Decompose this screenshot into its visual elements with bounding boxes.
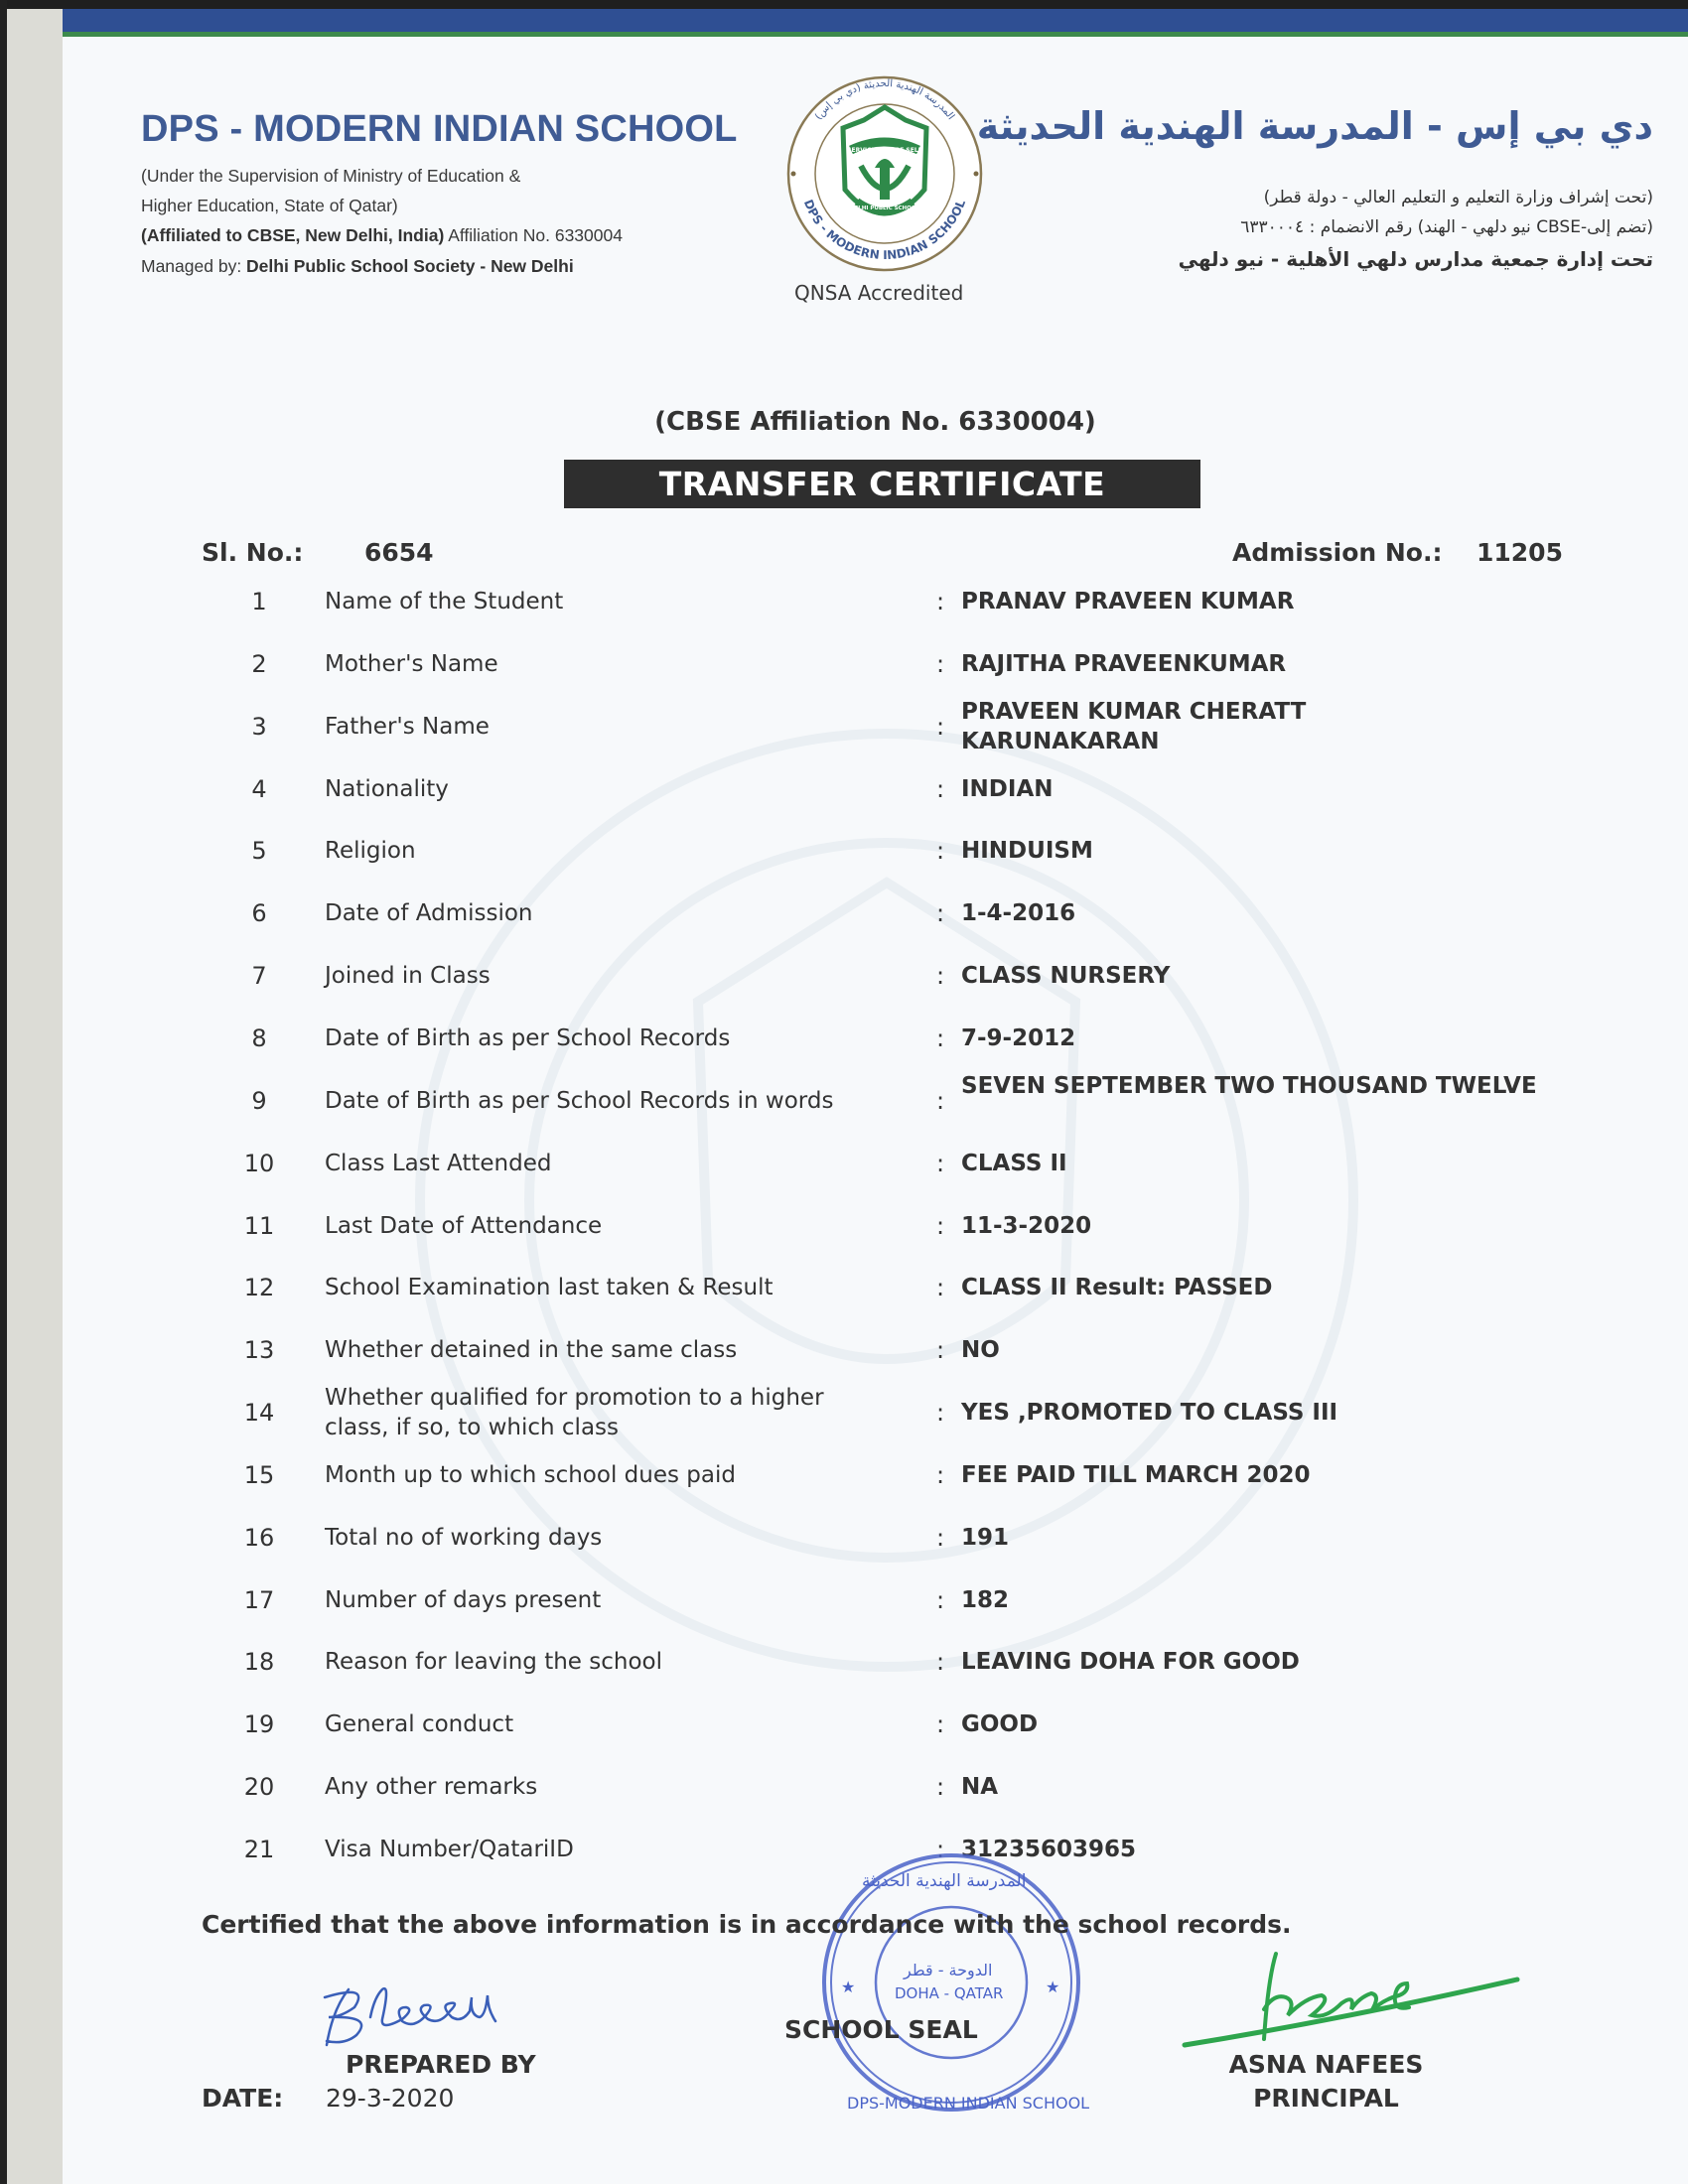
school-seal-label: SCHOOL SEAL bbox=[784, 2015, 978, 2044]
row-separator: : bbox=[936, 1523, 945, 1552]
row-label: Date of Admission bbox=[325, 900, 533, 927]
school-name-arabic: دي بي إس - المدرسة الهندية الحديثة bbox=[976, 104, 1653, 148]
row-number: 8 bbox=[251, 1024, 267, 1052]
certification-statement: Certified that the above information is in accordance with the school records. bbox=[202, 1910, 1292, 1939]
row-separator: : bbox=[936, 837, 945, 866]
row-separator: : bbox=[936, 1399, 945, 1428]
logo-motto: SERVICE BEFORE SELF bbox=[847, 147, 922, 154]
row-number: 3 bbox=[251, 712, 267, 741]
certificate-row bbox=[63, 698, 1688, 754]
principal-title: PRINCIPAL bbox=[1253, 2084, 1399, 2113]
row-label: Visa Number/QatariID bbox=[325, 1837, 574, 1862]
logo-inner-text: DELHI PUBLIC SCHOOL bbox=[849, 205, 920, 211]
row-number: 5 bbox=[251, 837, 267, 866]
logo-text-english: DPS - MODERN INDIAN SCHOOL bbox=[800, 197, 969, 263]
row-number: 12 bbox=[243, 1274, 275, 1302]
school-name: DPS - MODERN INDIAN SCHOOL bbox=[141, 108, 738, 150]
stamp-star-right-icon: ★ bbox=[1046, 1978, 1060, 1996]
header-green-band bbox=[63, 32, 1688, 37]
cbse-affiliation-heading: (CBSE Affiliation No. 6330004) bbox=[654, 407, 1096, 437]
certificate-page bbox=[63, 9, 1688, 2184]
row-number: 18 bbox=[243, 1648, 275, 1677]
row-number: 19 bbox=[243, 1710, 275, 1739]
scan-left-edge bbox=[0, 0, 7, 2184]
row-value: CLASS II bbox=[961, 1150, 1067, 1176]
logo-text-arabic: المدرسة الهندية الحديثة (دي بي إس) bbox=[813, 77, 957, 122]
row-value: LEAVING DOHA FOR GOOD bbox=[961, 1649, 1300, 1676]
prepared-by-label: PREPARED BY bbox=[346, 2050, 536, 2079]
row-number: 9 bbox=[251, 1086, 267, 1115]
row-label: School Examination last taken & Result bbox=[325, 1275, 774, 1301]
row-value: 7-9-2012 bbox=[961, 1024, 1076, 1051]
row-value: GOOD bbox=[961, 1711, 1039, 1738]
row-value: SEVEN SEPTEMBER TWO THOUSAND TWELVE bbox=[961, 1072, 1537, 1099]
serial-number-label: Sl. No.: bbox=[202, 538, 304, 567]
stamp-center-arabic: الدوحة - قطر bbox=[904, 1961, 993, 1979]
row-label: Last Date of Attendance bbox=[325, 1212, 603, 1239]
arabic-affiliation-line: (تضم إلى-CBSE نيو دلهي - الهند) رقم الانضمام : ٦٣٣٠٠٠٤ bbox=[1240, 217, 1653, 237]
row-label: Any other remarks bbox=[325, 1774, 538, 1801]
logo-shield bbox=[843, 107, 926, 213]
row-value: CLASS NURSERY bbox=[961, 963, 1171, 990]
managed-by-value: Delhi Public School Society - New Delhi bbox=[246, 256, 574, 276]
certificate-row bbox=[63, 1523, 1688, 1553]
certificate-row bbox=[63, 1772, 1688, 1802]
managed-by-line bbox=[141, 256, 574, 277]
row-separator: : bbox=[936, 1274, 945, 1302]
row-value: PRAVEEN KUMAR CHERATT KARUNAKARAN bbox=[961, 698, 1307, 754]
row-separator: : bbox=[936, 1086, 945, 1115]
row-value: NO bbox=[961, 1337, 1000, 1364]
row-number: 17 bbox=[243, 1585, 275, 1614]
row-value: INDIAN bbox=[961, 775, 1054, 802]
certificate-row bbox=[63, 1149, 1688, 1178]
qnsa-accredited: QNSA Accredited bbox=[794, 281, 964, 305]
supervision-line-2: Higher Education, State of Qatar) bbox=[141, 196, 398, 215]
row-label: Religion bbox=[325, 838, 416, 865]
row-separator: : bbox=[936, 1648, 945, 1677]
row-value: 1-4-2016 bbox=[961, 900, 1076, 927]
row-label: Father's Name bbox=[325, 713, 490, 740]
certificate-row bbox=[63, 1585, 1688, 1615]
row-label: General conduct bbox=[325, 1711, 514, 1738]
certificate-title: TRANSFER CERTIFICATE bbox=[564, 460, 1200, 508]
managed-by-label: Managed by: bbox=[141, 256, 247, 276]
row-label: Date of Birth as per School Records in words bbox=[325, 1087, 834, 1114]
row-value: 11-3-2020 bbox=[961, 1212, 1092, 1239]
certificate-row bbox=[63, 1385, 1688, 1441]
row-value: 31235603965 bbox=[961, 1837, 1137, 1862]
certificate-row bbox=[63, 1709, 1688, 1739]
row-label: Whether qualified for promotion to a higher class, if so, to which class bbox=[325, 1385, 824, 1441]
row-separator: : bbox=[936, 1024, 945, 1052]
certificate-row bbox=[63, 1273, 1688, 1302]
row-label: Number of days present bbox=[325, 1586, 602, 1613]
header-blue-band bbox=[63, 9, 1688, 32]
row-number: 13 bbox=[243, 1336, 275, 1365]
row-number: 6 bbox=[251, 899, 267, 928]
principal-signature bbox=[1165, 1950, 1542, 2049]
row-value: HINDUISM bbox=[961, 838, 1093, 865]
row-number: 16 bbox=[243, 1523, 275, 1552]
affiliated-text: (Affiliated to CBSE, New Delhi, India) bbox=[141, 225, 445, 245]
row-separator: : bbox=[936, 899, 945, 928]
certificate-row bbox=[63, 1024, 1688, 1053]
row-separator: : bbox=[936, 712, 945, 741]
row-separator: : bbox=[936, 588, 945, 615]
stamp-star-left-icon: ★ bbox=[841, 1978, 856, 1996]
row-label: Whether detained in the same class bbox=[325, 1337, 738, 1364]
affiliation-line bbox=[141, 225, 623, 246]
serial-number-value: 6654 bbox=[364, 538, 434, 567]
certificate-row bbox=[63, 587, 1688, 616]
scan-top-edge bbox=[0, 0, 1688, 9]
row-separator: : bbox=[936, 962, 945, 991]
school-logo bbox=[785, 70, 984, 279]
row-number: 4 bbox=[251, 774, 267, 803]
row-label: Joined in Class bbox=[325, 963, 491, 990]
row-value: FEE PAID TILL MARCH 2020 bbox=[961, 1461, 1311, 1488]
date-value: 29-3-2020 bbox=[326, 2084, 455, 2113]
row-value: NA bbox=[961, 1774, 999, 1801]
row-label: Date of Birth as per School Records bbox=[325, 1024, 731, 1051]
row-label: Class Last Attended bbox=[325, 1150, 552, 1176]
row-number: 15 bbox=[243, 1460, 275, 1489]
row-number: 1 bbox=[251, 588, 267, 615]
certificate-row bbox=[63, 1211, 1688, 1241]
certificate-row bbox=[63, 898, 1688, 928]
row-separator: : bbox=[936, 1211, 945, 1240]
arabic-supervision-line: (تحت إشراف وزارة التعليم و التعليم العالي - دولة قطر) bbox=[1263, 188, 1653, 207]
certificate-row bbox=[63, 1335, 1688, 1365]
row-value: 191 bbox=[961, 1524, 1010, 1551]
row-separator: : bbox=[936, 1336, 945, 1365]
row-label: Reason for leaving the school bbox=[325, 1649, 662, 1676]
row-number: 11 bbox=[243, 1211, 275, 1240]
row-value: RAJITHA PRAVEENKUMAR bbox=[961, 650, 1287, 677]
certificate-row bbox=[63, 774, 1688, 804]
row-label: Month up to which school dues paid bbox=[325, 1461, 736, 1488]
row-separator: : bbox=[936, 774, 945, 803]
row-separator: : bbox=[936, 1460, 945, 1489]
certificate-row bbox=[63, 1072, 1688, 1116]
admission-number-value: 11205 bbox=[1477, 538, 1563, 567]
row-number: 2 bbox=[251, 649, 267, 678]
row-value: 182 bbox=[961, 1586, 1010, 1613]
stamp-arabic-arc: المدرسة الهندية الحديثة bbox=[862, 1871, 1027, 1891]
row-label: Mother's Name bbox=[325, 650, 498, 677]
row-number: 21 bbox=[243, 1836, 275, 1863]
row-separator: : bbox=[936, 1773, 945, 1802]
date-label: DATE: bbox=[202, 2084, 284, 2113]
prepared-by-signature bbox=[311, 1979, 549, 2049]
row-separator: : bbox=[936, 649, 945, 678]
stamp-center-english: DOHA - QATAR bbox=[895, 1984, 1004, 2002]
row-number: 10 bbox=[243, 1149, 275, 1177]
row-label: Nationality bbox=[325, 775, 449, 802]
row-label: Name of the Student bbox=[325, 589, 564, 614]
certificate-row bbox=[63, 1460, 1688, 1490]
row-number: 14 bbox=[243, 1399, 275, 1428]
row-value: PRANAV PRAVEEN KUMAR bbox=[961, 589, 1295, 614]
principal-name: ASNA NAFEES bbox=[1228, 2050, 1424, 2079]
row-separator: : bbox=[936, 1836, 945, 1863]
row-number: 7 bbox=[251, 962, 267, 991]
row-number: 20 bbox=[243, 1773, 275, 1802]
row-separator: : bbox=[936, 1710, 945, 1739]
row-separator: : bbox=[936, 1149, 945, 1177]
affiliation-number: Affiliation No. 6330004 bbox=[444, 225, 623, 245]
supervision-line-1: (Under the Supervision of Ministry of Education & bbox=[141, 166, 521, 186]
row-value: CLASS II Result: PASSED bbox=[961, 1275, 1273, 1301]
row-value: YES ,PROMOTED TO CLASS III bbox=[961, 1400, 1338, 1427]
certificate-row bbox=[63, 649, 1688, 679]
admission-number-label: Admission No.: bbox=[1232, 538, 1443, 567]
row-label: Total no of working days bbox=[325, 1524, 603, 1551]
stamp-english-arc: DPS-MODERN INDIAN SCHOOL bbox=[847, 2094, 1090, 2113]
certificate-row bbox=[63, 961, 1688, 991]
arabic-managed-by-line: تحت إدارة جمعية مدارس دلهي الأهلية - نيو دلهي bbox=[1178, 247, 1653, 271]
row-separator: : bbox=[936, 1585, 945, 1614]
certificate-row bbox=[63, 836, 1688, 866]
certificate-row bbox=[63, 1647, 1688, 1677]
